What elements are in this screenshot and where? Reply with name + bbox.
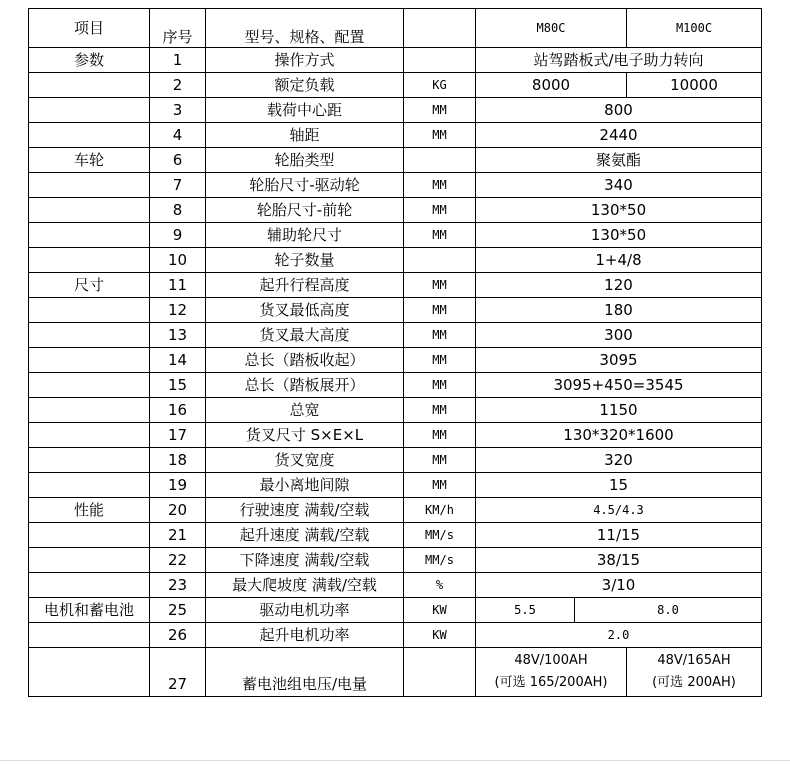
row-value: 800 bbox=[476, 98, 762, 123]
table-row bbox=[29, 73, 762, 98]
table-row bbox=[29, 648, 762, 697]
table-row bbox=[29, 398, 762, 423]
row-name: 操作方式 bbox=[206, 48, 404, 73]
table-row bbox=[29, 373, 762, 398]
row-name: 轮胎类型 bbox=[206, 148, 404, 173]
row-seq: 25 bbox=[150, 598, 206, 623]
battery-m80c-line1: 48V/100AH bbox=[514, 653, 588, 668]
group-empty bbox=[29, 573, 150, 598]
header-spec: 型号、规格、配置 bbox=[206, 9, 404, 48]
table-row bbox=[29, 348, 762, 373]
group-empty bbox=[29, 73, 150, 98]
row-value: 聚氨酯 bbox=[476, 148, 762, 173]
row-value-m80c: 8000 bbox=[476, 73, 627, 98]
table-row bbox=[29, 298, 762, 323]
group-wheels: 车轮 bbox=[29, 148, 150, 173]
group-empty bbox=[29, 548, 150, 573]
row-value: 3095 bbox=[476, 348, 762, 373]
row-name: 起升行程高度 bbox=[206, 273, 404, 298]
row-name: 总长（踏板展开） bbox=[206, 373, 404, 398]
table-row bbox=[29, 573, 762, 598]
table-row bbox=[29, 523, 762, 548]
row-seq: 3 bbox=[150, 98, 206, 123]
row-value: 130*50 bbox=[476, 223, 762, 248]
row-seq: 4 bbox=[150, 123, 206, 148]
row-unit: MM bbox=[404, 373, 476, 398]
row-unit: MM bbox=[404, 473, 476, 498]
row-unit bbox=[404, 248, 476, 273]
row-name: 起升电机功率 bbox=[206, 623, 404, 648]
row-name: 蓄电池组电压/电量 bbox=[206, 648, 404, 697]
row-value-m100c: 10000 bbox=[627, 73, 762, 98]
row-value: 3/10 bbox=[476, 573, 762, 598]
row-value: 340 bbox=[476, 173, 762, 198]
row-unit bbox=[404, 48, 476, 73]
row-value: 4.5/4.3 bbox=[476, 498, 762, 523]
group-motor-battery: 电机和蓄电池 bbox=[29, 598, 150, 623]
row-name: 起升速度 满载/空载 bbox=[206, 523, 404, 548]
row-name: 货叉最低高度 bbox=[206, 298, 404, 323]
row-value: 180 bbox=[476, 298, 762, 323]
table-row bbox=[29, 623, 762, 648]
row-value: 1+4/8 bbox=[476, 248, 762, 273]
group-empty bbox=[29, 223, 150, 248]
table-row bbox=[29, 273, 762, 298]
row-seq: 2 bbox=[150, 73, 206, 98]
table-row bbox=[29, 323, 762, 348]
row-seq: 22 bbox=[150, 548, 206, 573]
header-item: 项目 bbox=[29, 9, 150, 48]
header-model-m80c: M80C bbox=[476, 9, 627, 48]
row-seq: 27 bbox=[150, 648, 206, 697]
row-value: 300 bbox=[476, 323, 762, 348]
row-name: 最大爬坡度 满载/空载 bbox=[206, 573, 404, 598]
row-name: 总长（踏板收起） bbox=[206, 348, 404, 373]
row-unit: MM bbox=[404, 198, 476, 223]
table-row bbox=[29, 548, 762, 573]
row-seq: 17 bbox=[150, 423, 206, 448]
row-value: 38/15 bbox=[476, 548, 762, 573]
row-unit: MM/s bbox=[404, 523, 476, 548]
row-unit: MM bbox=[404, 298, 476, 323]
group-empty bbox=[29, 473, 150, 498]
row-seq: 7 bbox=[150, 173, 206, 198]
row-name: 额定负载 bbox=[206, 73, 404, 98]
table-row bbox=[29, 48, 762, 73]
row-value: 320 bbox=[476, 448, 762, 473]
row-name: 最小离地间隙 bbox=[206, 473, 404, 498]
group-empty bbox=[29, 348, 150, 373]
group-empty bbox=[29, 173, 150, 198]
header-seq: 序号 bbox=[150, 9, 206, 48]
row-name: 货叉宽度 bbox=[206, 448, 404, 473]
row-value: 11/15 bbox=[476, 523, 762, 548]
row-seq: 10 bbox=[150, 248, 206, 273]
row-name: 总宽 bbox=[206, 398, 404, 423]
row-name: 驱动电机功率 bbox=[206, 598, 404, 623]
page-divider bbox=[0, 760, 790, 761]
table-row bbox=[29, 598, 762, 623]
row-seq: 14 bbox=[150, 348, 206, 373]
row-seq: 6 bbox=[150, 148, 206, 173]
group-empty bbox=[29, 423, 150, 448]
row-unit: MM bbox=[404, 348, 476, 373]
row-unit: % bbox=[404, 573, 476, 598]
header-model-m100c: M100C bbox=[627, 9, 762, 48]
row-name: 载荷中心距 bbox=[206, 98, 404, 123]
row-name: 轮胎尺寸-驱动轮 bbox=[206, 173, 404, 198]
row-name: 货叉最大高度 bbox=[206, 323, 404, 348]
row-unit: KW bbox=[404, 598, 476, 623]
row-value: 1150 bbox=[476, 398, 762, 423]
battery-m100c-line2: (可选 200AH) bbox=[652, 675, 736, 690]
row-unit: MM bbox=[404, 223, 476, 248]
row-value-m80c: 5.5 bbox=[476, 598, 575, 623]
row-unit: MM bbox=[404, 173, 476, 198]
row-seq: 12 bbox=[150, 298, 206, 323]
group-empty bbox=[29, 523, 150, 548]
row-name: 轮子数量 bbox=[206, 248, 404, 273]
row-unit: MM bbox=[404, 423, 476, 448]
row-value-m100c: 8.0 bbox=[575, 598, 762, 623]
row-value-m80c bbox=[476, 648, 627, 697]
header-row bbox=[29, 9, 762, 48]
group-empty bbox=[29, 448, 150, 473]
group-performance: 性能 bbox=[29, 498, 150, 523]
row-unit: KM/h bbox=[404, 498, 476, 523]
row-seq: 23 bbox=[150, 573, 206, 598]
table-row bbox=[29, 148, 762, 173]
group-empty bbox=[29, 123, 150, 148]
row-value: 15 bbox=[476, 473, 762, 498]
row-name: 轮胎尺寸-前轮 bbox=[206, 198, 404, 223]
group-empty bbox=[29, 98, 150, 123]
row-unit bbox=[404, 148, 476, 173]
row-unit: MM bbox=[404, 98, 476, 123]
row-value: 2440 bbox=[476, 123, 762, 148]
table-row bbox=[29, 248, 762, 273]
table-row bbox=[29, 173, 762, 198]
group-empty bbox=[29, 198, 150, 223]
group-empty bbox=[29, 248, 150, 273]
table-row bbox=[29, 198, 762, 223]
row-seq: 13 bbox=[150, 323, 206, 348]
row-unit bbox=[404, 648, 476, 697]
row-value: 130*320*1600 bbox=[476, 423, 762, 448]
group-params: 参数 bbox=[29, 48, 150, 73]
group-empty bbox=[29, 623, 150, 648]
row-name: 轴距 bbox=[206, 123, 404, 148]
table-row bbox=[29, 98, 762, 123]
row-value: 130*50 bbox=[476, 198, 762, 223]
table-row bbox=[29, 223, 762, 248]
table-row bbox=[29, 473, 762, 498]
row-seq: 15 bbox=[150, 373, 206, 398]
row-unit: MM bbox=[404, 398, 476, 423]
table-row bbox=[29, 498, 762, 523]
row-unit: MM bbox=[404, 273, 476, 298]
spec-table bbox=[28, 8, 762, 697]
row-unit: MM bbox=[404, 448, 476, 473]
row-seq: 21 bbox=[150, 523, 206, 548]
row-unit: MM bbox=[404, 123, 476, 148]
row-value: 3095+450=3545 bbox=[476, 373, 762, 398]
row-unit: MM/s bbox=[404, 548, 476, 573]
group-empty bbox=[29, 373, 150, 398]
table-row bbox=[29, 423, 762, 448]
row-value: 2.0 bbox=[476, 623, 762, 648]
row-value: 站驾踏板式/电子助力转向 bbox=[476, 48, 762, 73]
row-value-m100c bbox=[627, 648, 762, 697]
row-seq: 1 bbox=[150, 48, 206, 73]
row-name: 行驶速度 满载/空载 bbox=[206, 498, 404, 523]
row-seq: 19 bbox=[150, 473, 206, 498]
row-seq: 26 bbox=[150, 623, 206, 648]
row-seq: 18 bbox=[150, 448, 206, 473]
group-empty bbox=[29, 398, 150, 423]
row-unit: KG bbox=[404, 73, 476, 98]
group-dimensions: 尺寸 bbox=[29, 273, 150, 298]
battery-m80c-line2: (可选 165/200AH) bbox=[494, 675, 608, 690]
battery-m100c-line1: 48V/165AH bbox=[657, 653, 731, 668]
row-value: 120 bbox=[476, 273, 762, 298]
row-seq: 11 bbox=[150, 273, 206, 298]
row-seq: 9 bbox=[150, 223, 206, 248]
row-unit: MM bbox=[404, 323, 476, 348]
row-unit: KW bbox=[404, 623, 476, 648]
group-empty bbox=[29, 648, 150, 697]
row-name: 下降速度 满载/空载 bbox=[206, 548, 404, 573]
group-empty bbox=[29, 323, 150, 348]
row-seq: 16 bbox=[150, 398, 206, 423]
table-row bbox=[29, 123, 762, 148]
header-unit bbox=[404, 9, 476, 48]
table-row bbox=[29, 448, 762, 473]
row-name: 货叉尺寸 S×E×L bbox=[206, 423, 404, 448]
row-name: 辅助轮尺寸 bbox=[206, 223, 404, 248]
row-seq: 8 bbox=[150, 198, 206, 223]
row-seq: 20 bbox=[150, 498, 206, 523]
group-empty bbox=[29, 298, 150, 323]
